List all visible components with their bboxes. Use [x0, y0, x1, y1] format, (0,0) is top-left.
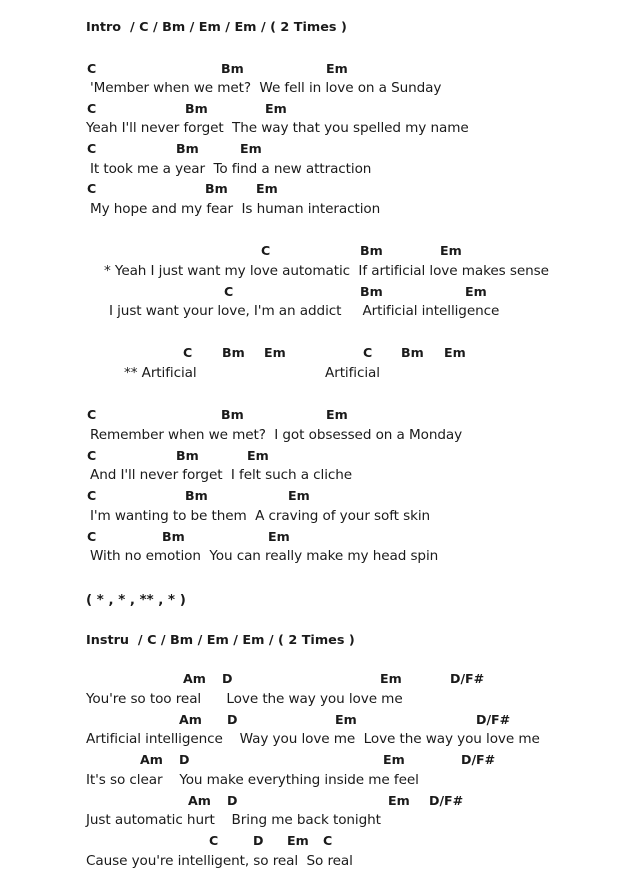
chord: D — [227, 793, 238, 808]
chord: Am — [188, 793, 211, 808]
lyric-line: It's so clear You make everything inside me feel — [86, 772, 419, 788]
chord: Bm — [185, 488, 208, 503]
chord: D — [253, 833, 264, 848]
chord: Bm — [162, 529, 185, 544]
chord: Em — [465, 284, 487, 299]
lyric-line: You're so too real Love the way you love me — [86, 691, 403, 707]
lyric-line: I just want your love, I'm an addict Artificial intelligence — [109, 303, 500, 319]
chord: C — [363, 345, 373, 360]
chord: C — [87, 488, 97, 503]
chord: Em — [268, 529, 290, 544]
lyric-word: Artificial — [325, 365, 380, 381]
repeat-marker: ( * , * , ** , * ) — [86, 593, 186, 608]
chord: D — [222, 671, 233, 686]
chord: Bm — [176, 448, 199, 463]
chord: C — [323, 833, 333, 848]
lyric-line: Cause you're intelligent, so real So real — [86, 853, 353, 869]
chord: Bm — [360, 284, 383, 299]
chord: Am — [179, 712, 202, 727]
chord: Em — [240, 141, 262, 156]
lyric-line: It took me a year To find a new attraction — [90, 161, 372, 177]
lyric-line: With no emotion You can really make my head spin — [90, 548, 439, 564]
lyric-line: And I'll never forget I felt such a cliche — [90, 467, 353, 483]
chord: Bm — [222, 345, 245, 360]
lyric-line: 'Member when we met? We fell in love on a Sunday — [90, 80, 442, 96]
chord: C — [261, 243, 271, 258]
chord: Bm — [205, 181, 228, 196]
chord: C — [87, 61, 97, 76]
chord: Em — [383, 752, 405, 767]
chord: Bm — [221, 407, 244, 422]
chord: Em — [335, 712, 357, 727]
chord: Bm — [360, 243, 383, 258]
chord: Em — [265, 101, 287, 116]
chord: Em — [388, 793, 410, 808]
chord: D/F# — [476, 712, 511, 727]
intro-line: Intro / C / Bm / Em / Em / ( 2 Times ) — [86, 20, 347, 35]
chord: C — [209, 833, 219, 848]
chord: Bm — [176, 141, 199, 156]
chord: C — [87, 181, 97, 196]
chord: C — [87, 141, 97, 156]
chord: Em — [264, 345, 286, 360]
chord: D/F# — [450, 671, 485, 686]
chord: Em — [288, 488, 310, 503]
chord: C — [87, 448, 97, 463]
chord: Bm — [221, 61, 244, 76]
chord: Em — [287, 833, 309, 848]
lyric-line: I'm wanting to be them A craving of your soft skin — [90, 508, 431, 524]
lyric-line: ** Artificial — [124, 365, 197, 381]
lyric-line: Just automatic hurt Bring me back tonight — [86, 812, 381, 828]
chord: Em — [256, 181, 278, 196]
lyric-line: Remember when we met? I got obsessed on a Monday — [90, 427, 463, 443]
chord: Am — [183, 671, 206, 686]
chord: Em — [326, 407, 348, 422]
instru-line: Instru / C / Bm / Em / Em / ( 2 Times ) — [86, 633, 355, 648]
chord: Bm — [185, 101, 208, 116]
chord: C — [87, 101, 97, 116]
chord: Em — [444, 345, 466, 360]
chord: C — [183, 345, 193, 360]
chord: Em — [440, 243, 462, 258]
chord: D/F# — [429, 793, 464, 808]
lyric-line: My hope and my fear Is human interaction — [90, 201, 381, 217]
chord: D/F# — [461, 752, 496, 767]
lyric-line: Yeah I'll never forget The way that you spelled my name — [86, 120, 469, 136]
chord: Am — [140, 752, 163, 767]
chord: C — [87, 407, 97, 422]
lyric-line: Artificial intelligence Way you love me Love the way you love me — [86, 731, 540, 747]
chord: C — [87, 529, 97, 544]
chord: C — [224, 284, 234, 299]
chord: Em — [380, 671, 402, 686]
chord: Em — [247, 448, 269, 463]
chord: D — [227, 712, 238, 727]
lyric-line: * Yeah I just want my love automatic If artificial love makes sense — [104, 263, 549, 279]
chord: Em — [326, 61, 348, 76]
chord: D — [179, 752, 190, 767]
chord: Bm — [401, 345, 424, 360]
